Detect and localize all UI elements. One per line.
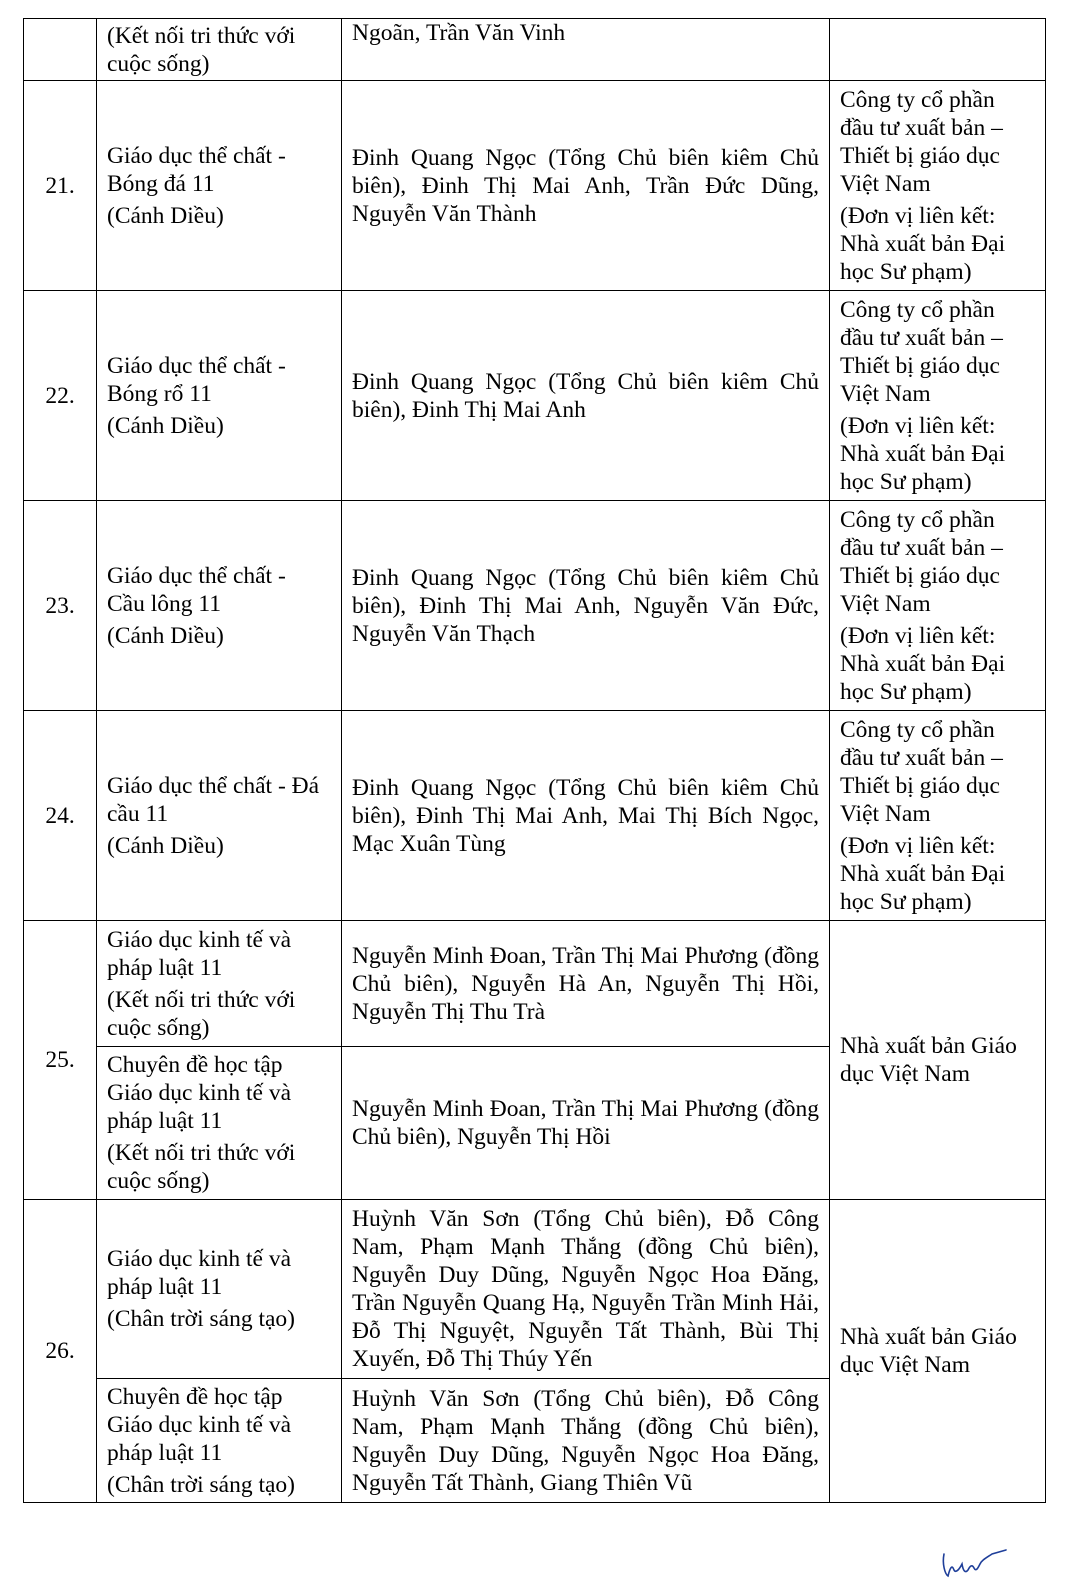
table-row — [24, 501, 1046, 711]
book-authors: Nguyễn Minh Đoan, Trần Thị Mai Phương (đồng Chủ biên), Nguyễn Thị Hồi — [342, 1047, 830, 1200]
table-row — [24, 81, 1046, 291]
table-row — [24, 921, 1046, 1047]
book-title: (Kết nối tri thức với cuộc sống) — [97, 19, 342, 81]
table-row — [24, 711, 1046, 921]
publisher: Công ty cổ phần đầu tư xuất bản – Thiết bị giáo dục Việt Nam (Đơn vị liên kết: Nhà xuất bản Đại học Sư phạm) — [830, 81, 1046, 291]
book-title: Chuyên đề học tập Giáo dục kinh tế và pháp luật 11 (Kết nối tri thức với cuộc sống) — [97, 1047, 342, 1200]
publisher: Nhà xuất bản Giáo dục Việt Nam — [830, 1200, 1046, 1503]
textbook-table — [23, 18, 1046, 1503]
book-authors: Đinh Quang Ngọc (Tổng Chủ biên kiêm Chủ biên), Đinh Thị Mai Anh, Nguyễn Văn Đức, Nguyễn Văn Thạch — [342, 501, 830, 711]
row-number: 24. — [24, 711, 97, 921]
book-title: Giáo dục kinh tế và pháp luật 11 (Chân trời sáng tạo) — [97, 1200, 342, 1379]
book-title: Giáo dục thể chất - Bóng đá 11 (Cánh Diều) — [97, 81, 342, 291]
book-title: Chuyên đề học tập Giáo dục kinh tế và pháp luật 11 (Chân trời sáng tạo) — [97, 1379, 342, 1503]
row-number: 25. — [24, 921, 97, 1200]
row-number: 21. — [24, 81, 97, 291]
publisher — [830, 19, 1046, 81]
table-row — [24, 1200, 1046, 1379]
publisher: Công ty cổ phần đầu tư xuất bản – Thiết bị giáo dục Việt Nam (Đơn vị liên kết: Nhà xuất bản Đại học Sư phạm) — [830, 711, 1046, 921]
book-authors: Huỳnh Văn Sơn (Tổng Chủ biên), Đỗ Công Nam, Phạm Mạnh Thắng (đồng Chủ biên), Nguyễn Duy Dũng, Nguyễn Ngọc Hoa Đăng, Nguyễn Tất Thành, Giang Thiên Vũ — [342, 1379, 830, 1503]
row-number: 26. — [24, 1200, 97, 1503]
book-title: Giáo dục kinh tế và pháp luật 11 (Kết nối tri thức với cuộc sống) — [97, 921, 342, 1047]
book-title: Giáo dục thể chất - Bóng rổ 11 (Cánh Diều) — [97, 291, 342, 501]
book-title: Giáo dục thể chất - Đá cầu 11 (Cánh Diều) — [97, 711, 342, 921]
book-authors: Huỳnh Văn Sơn (Tổng Chủ biên), Đỗ Công Nam, Phạm Mạnh Thắng (đồng Chủ biên), Nguyễn Duy Dũng, Nguyễn Ngọc Hoa Đăng, Trần Nguyễn Quang Hạ, Nguyễn Trần Minh Hải, Đỗ Thị Nguyệt, Nguyễn Tất Thành, Bùi Thị Xuyến, Đỗ Thị Thúy Yến — [342, 1200, 830, 1379]
row-number: 22. — [24, 291, 97, 501]
book-authors: Đinh Quang Ngọc (Tổng Chủ biên kiêm Chủ biên), Đinh Thị Mai Anh, Trần Đức Dũng, Nguyễn Văn Thành — [342, 81, 830, 291]
book-authors: Đinh Quang Ngọc (Tổng Chủ biên kiêm Chủ biên), Đinh Thị Mai Anh — [342, 291, 830, 501]
publisher: Công ty cổ phần đầu tư xuất bản – Thiết bị giáo dục Việt Nam (Đơn vị liên kết: Nhà xuất bản Đại học Sư phạm) — [830, 501, 1046, 711]
signature-mark — [936, 1524, 1016, 1584]
book-authors: Ngoãn, Trần Văn Vinh — [342, 19, 830, 81]
row-number — [24, 19, 97, 81]
table-row — [24, 19, 1046, 81]
book-title: Giáo dục thể chất - Cầu lông 11 (Cánh Diều) — [97, 501, 342, 711]
book-authors: Đinh Quang Ngọc (Tổng Chủ biên kiêm Chủ biên), Đinh Thị Mai Anh, Mai Thị Bích Ngọc, Mạc Xuân Tùng — [342, 711, 830, 921]
table-row — [24, 291, 1046, 501]
book-authors: Nguyễn Minh Đoan, Trần Thị Mai Phương (đồng Chủ biên), Nguyễn Hà An, Nguyễn Thị Hồi, Nguyễn Thị Thu Trà — [342, 921, 830, 1047]
publisher: Nhà xuất bản Giáo dục Việt Nam — [830, 921, 1046, 1200]
publisher: Công ty cổ phần đầu tư xuất bản – Thiết bị giáo dục Việt Nam (Đơn vị liên kết: Nhà xuất bản Đại học Sư phạm) — [830, 291, 1046, 501]
row-number: 23. — [24, 501, 97, 711]
